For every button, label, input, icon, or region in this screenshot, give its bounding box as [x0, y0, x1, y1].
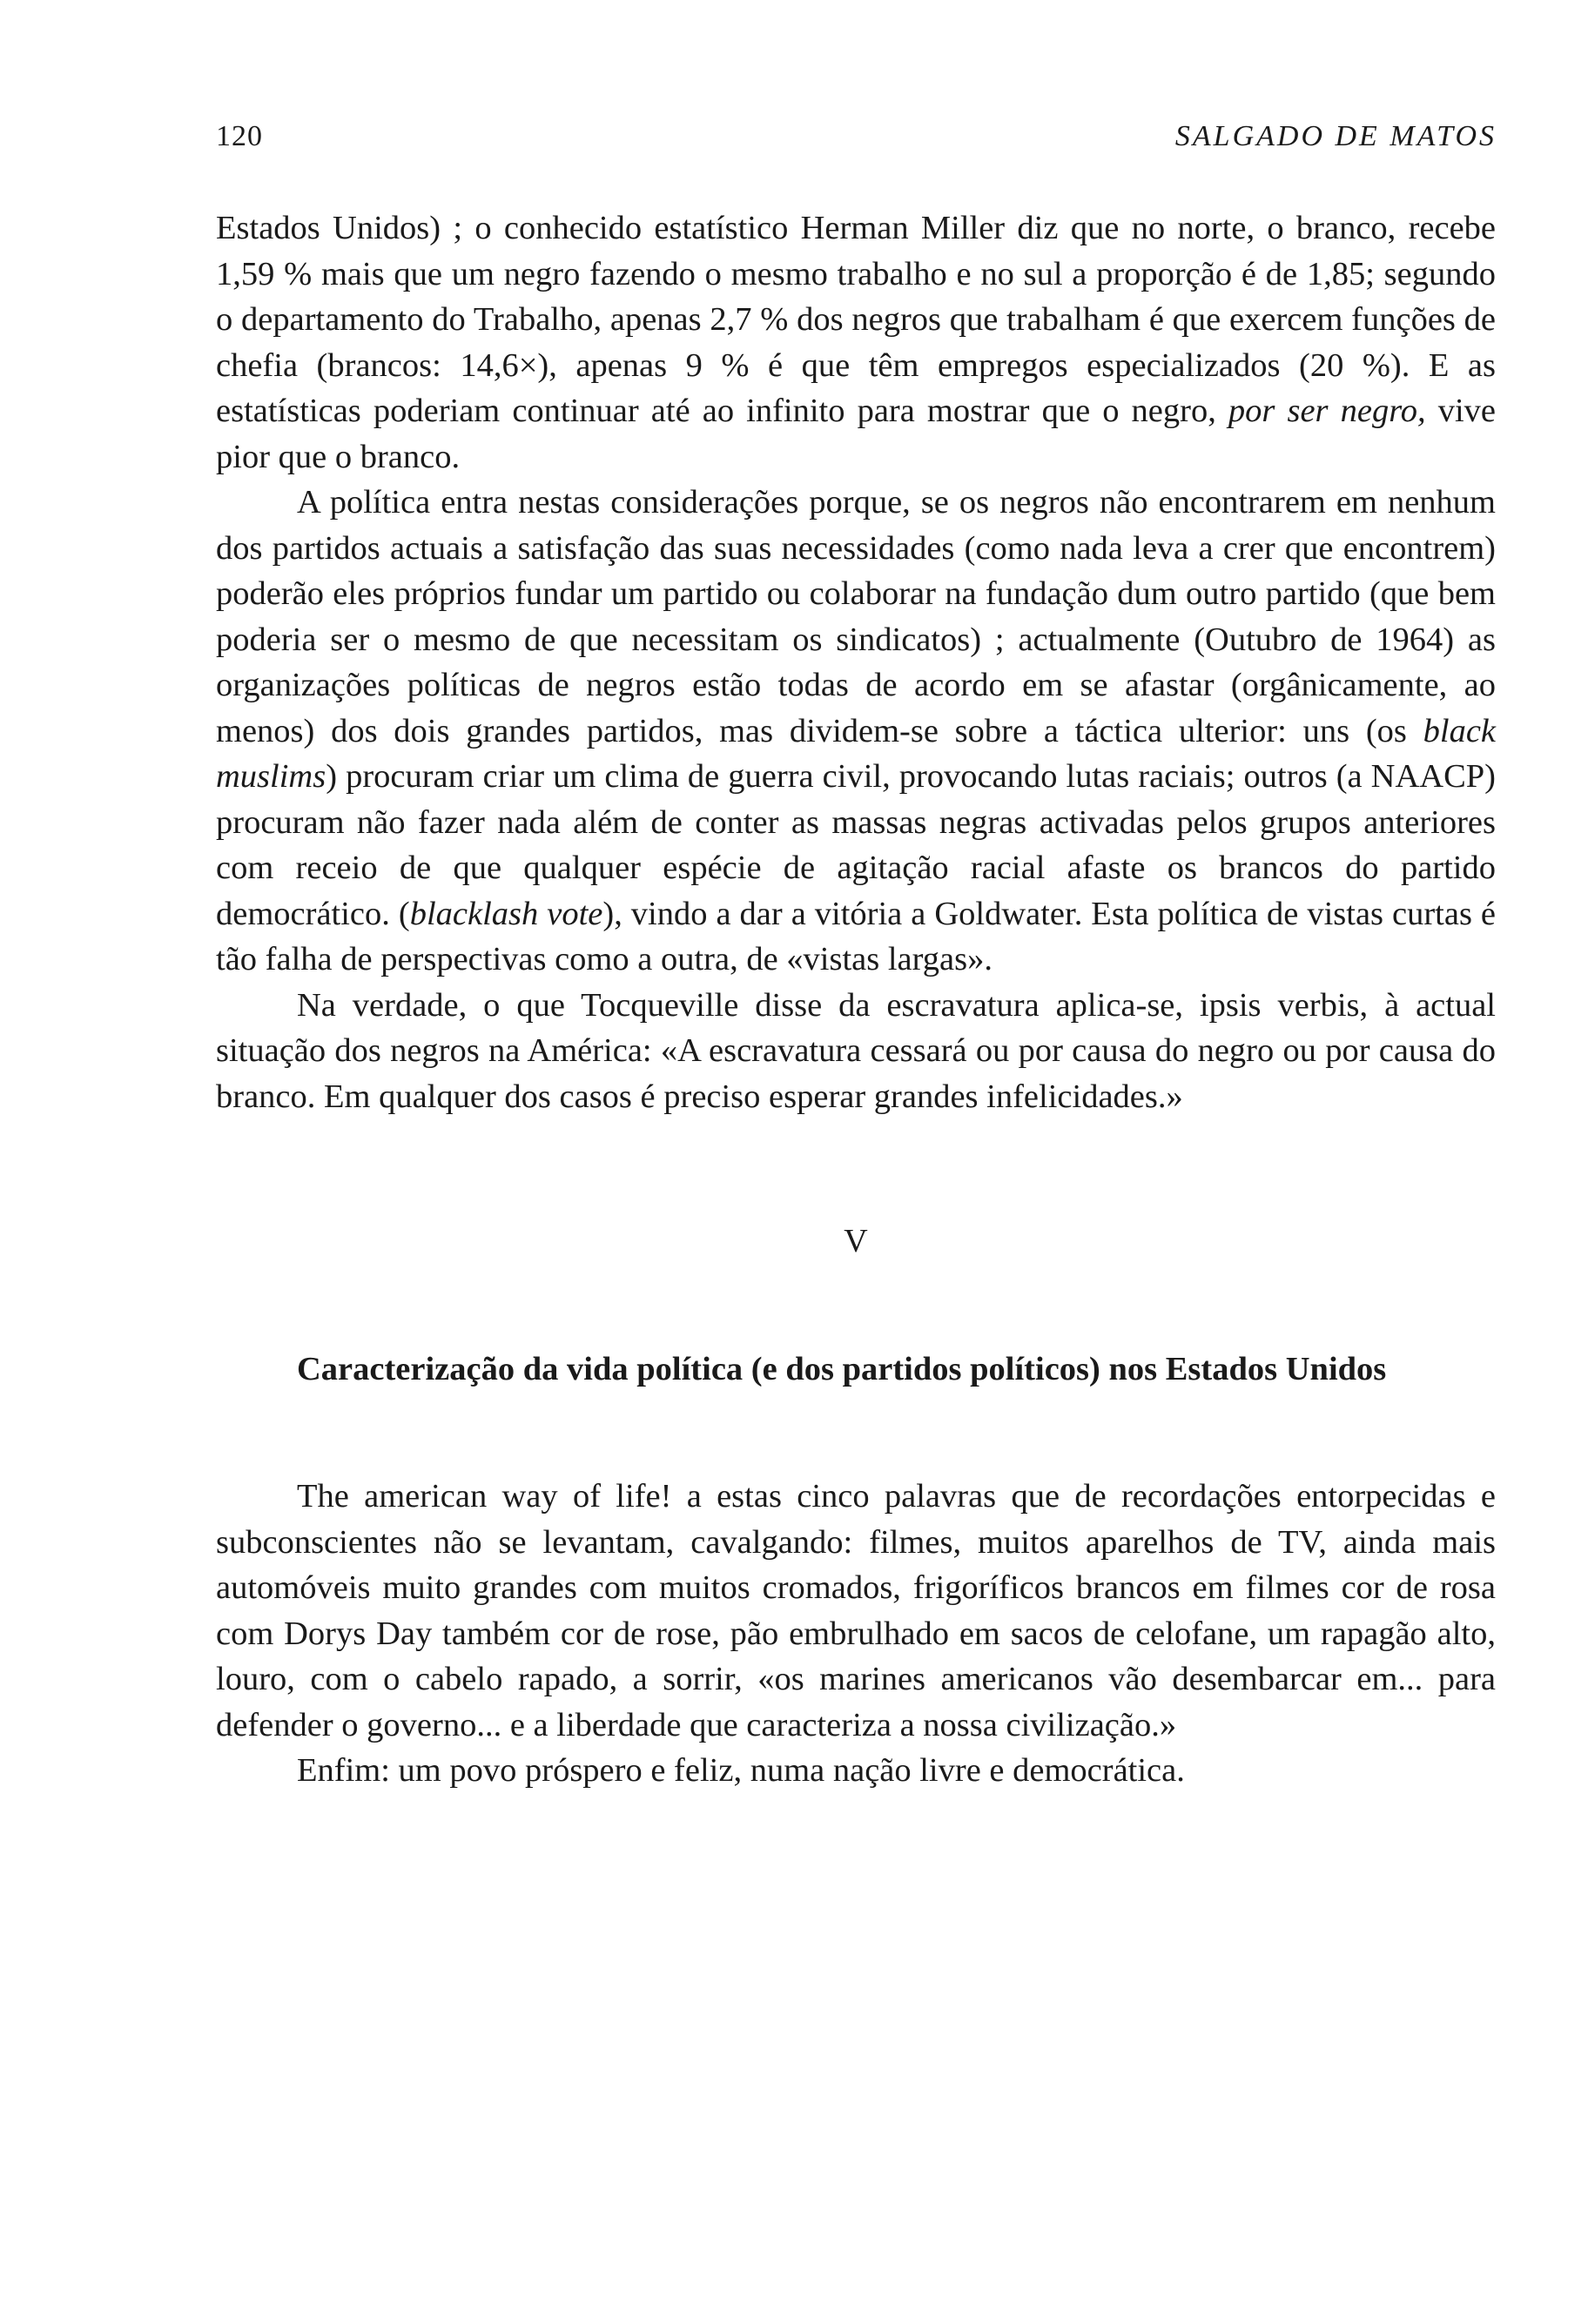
paragraph-2-italic-1: black muslims [216, 712, 1496, 795]
paragraph-1-text: Estados Unidos) ; o conhecido estatístico Herman Miller diz que no norte, o branco, recebe 1,59 % mais que um negro fazendo o mesmo trabalho e no sul a proporção é de 1,85; segundo o departamento do Trabalho, apenas 2,7 % dos negros que trabalham é que exercem funções de chefia (brancos: 14,6×), apenas 9 % é que têm empregos especializados (20 %). E as estatísticas poderiam continuar até ao infinito para mostrar que o negro, [216, 210, 1496, 429]
section-number: V [844, 1223, 868, 1259]
paragraph-1 [216, 205, 1496, 480]
paragraph-2-text-c: ), vindo a dar a vitória a Goldwater. Esta política de vistas curtas é tão falha de perspectivas como a outra, de «vistas largas». [216, 895, 1497, 977]
page-number: 120 [216, 120, 263, 152]
paragraph-2-text-b: ) procuram criar um clima de guerra civil, provocando lutas raciais; outros (a NAACP) procuram não fazer nada além de conter as massas negras activadas pelos grupos anteriores com receio de que qualquer espécie de agitação racial afaste os brancos do partido democrático. ( [216, 758, 1496, 932]
running-head: SALGADO DE MATOS [1174, 120, 1497, 152]
paragraph-4: The american way of life! a estas cinco palavras que de recordações entorpecidas e subconscientes não se levantam, cavalgando: filmes, muitos aparelhos de TV, ainda mais automóveis muito grandes com muitos cromados, frigoríficos brancos em filmes cor de rosa com Dorys Day também cor de rose, pão embrulhado em sacos de celofane, um rapagão alto, louro, com o cabelo rapado, a sorrir, «os marines americanos vão desembarcar em... para defender o governo... e a liberdade que caracteriza a nossa civilização.» [216, 1478, 1496, 1743]
section-title: Caracterização da vida política (e dos partidos políticos) nos Estados Unidos [297, 1350, 1387, 1387]
page-header [216, 120, 1497, 153]
paragraph-3: Na verdade, o que Tocqueville disse da escravatura aplica-se, ipsis verbis, à actual situação dos negros na América: «A escravatura cessará ou por causa do negro ou por causa do branco. Em qualquer dos casos é preciso esperar grandes infelicidades.» [216, 986, 1496, 1115]
paragraph-1-end: vive pior que o branco. [216, 393, 1496, 475]
paragraph-2-italic-2: blacklash vote [409, 895, 603, 932]
paragraph-1-italic: por ser negro, [1228, 393, 1426, 429]
paragraph-5: Enfim: um povo próspero e feliz, numa nação livre e democrática. [297, 1752, 1185, 1789]
paragraph-2 [216, 480, 1496, 983]
page-body [216, 205, 1496, 1794]
paragraph-2-text-a: A política entra nestas considerações porque, se os negros não encontrarem em nenhum dos partidos actuais a satisfação das suas necessidades (como nada leva a crer que encontrem) poderão eles próprios fundar um partido ou colaborar na fundação dum outro partido (que bem poderia ser o mesmo de que necessitam os sindicatos) ; actualmente (Outubro de 1964) as organizações políticas de negros estão todas de acordo em se afastar (orgânicamente, ao menos) dos dois grandes partidos, mas dividem-se sobre a táctica ulterior: uns (os [216, 484, 1496, 749]
